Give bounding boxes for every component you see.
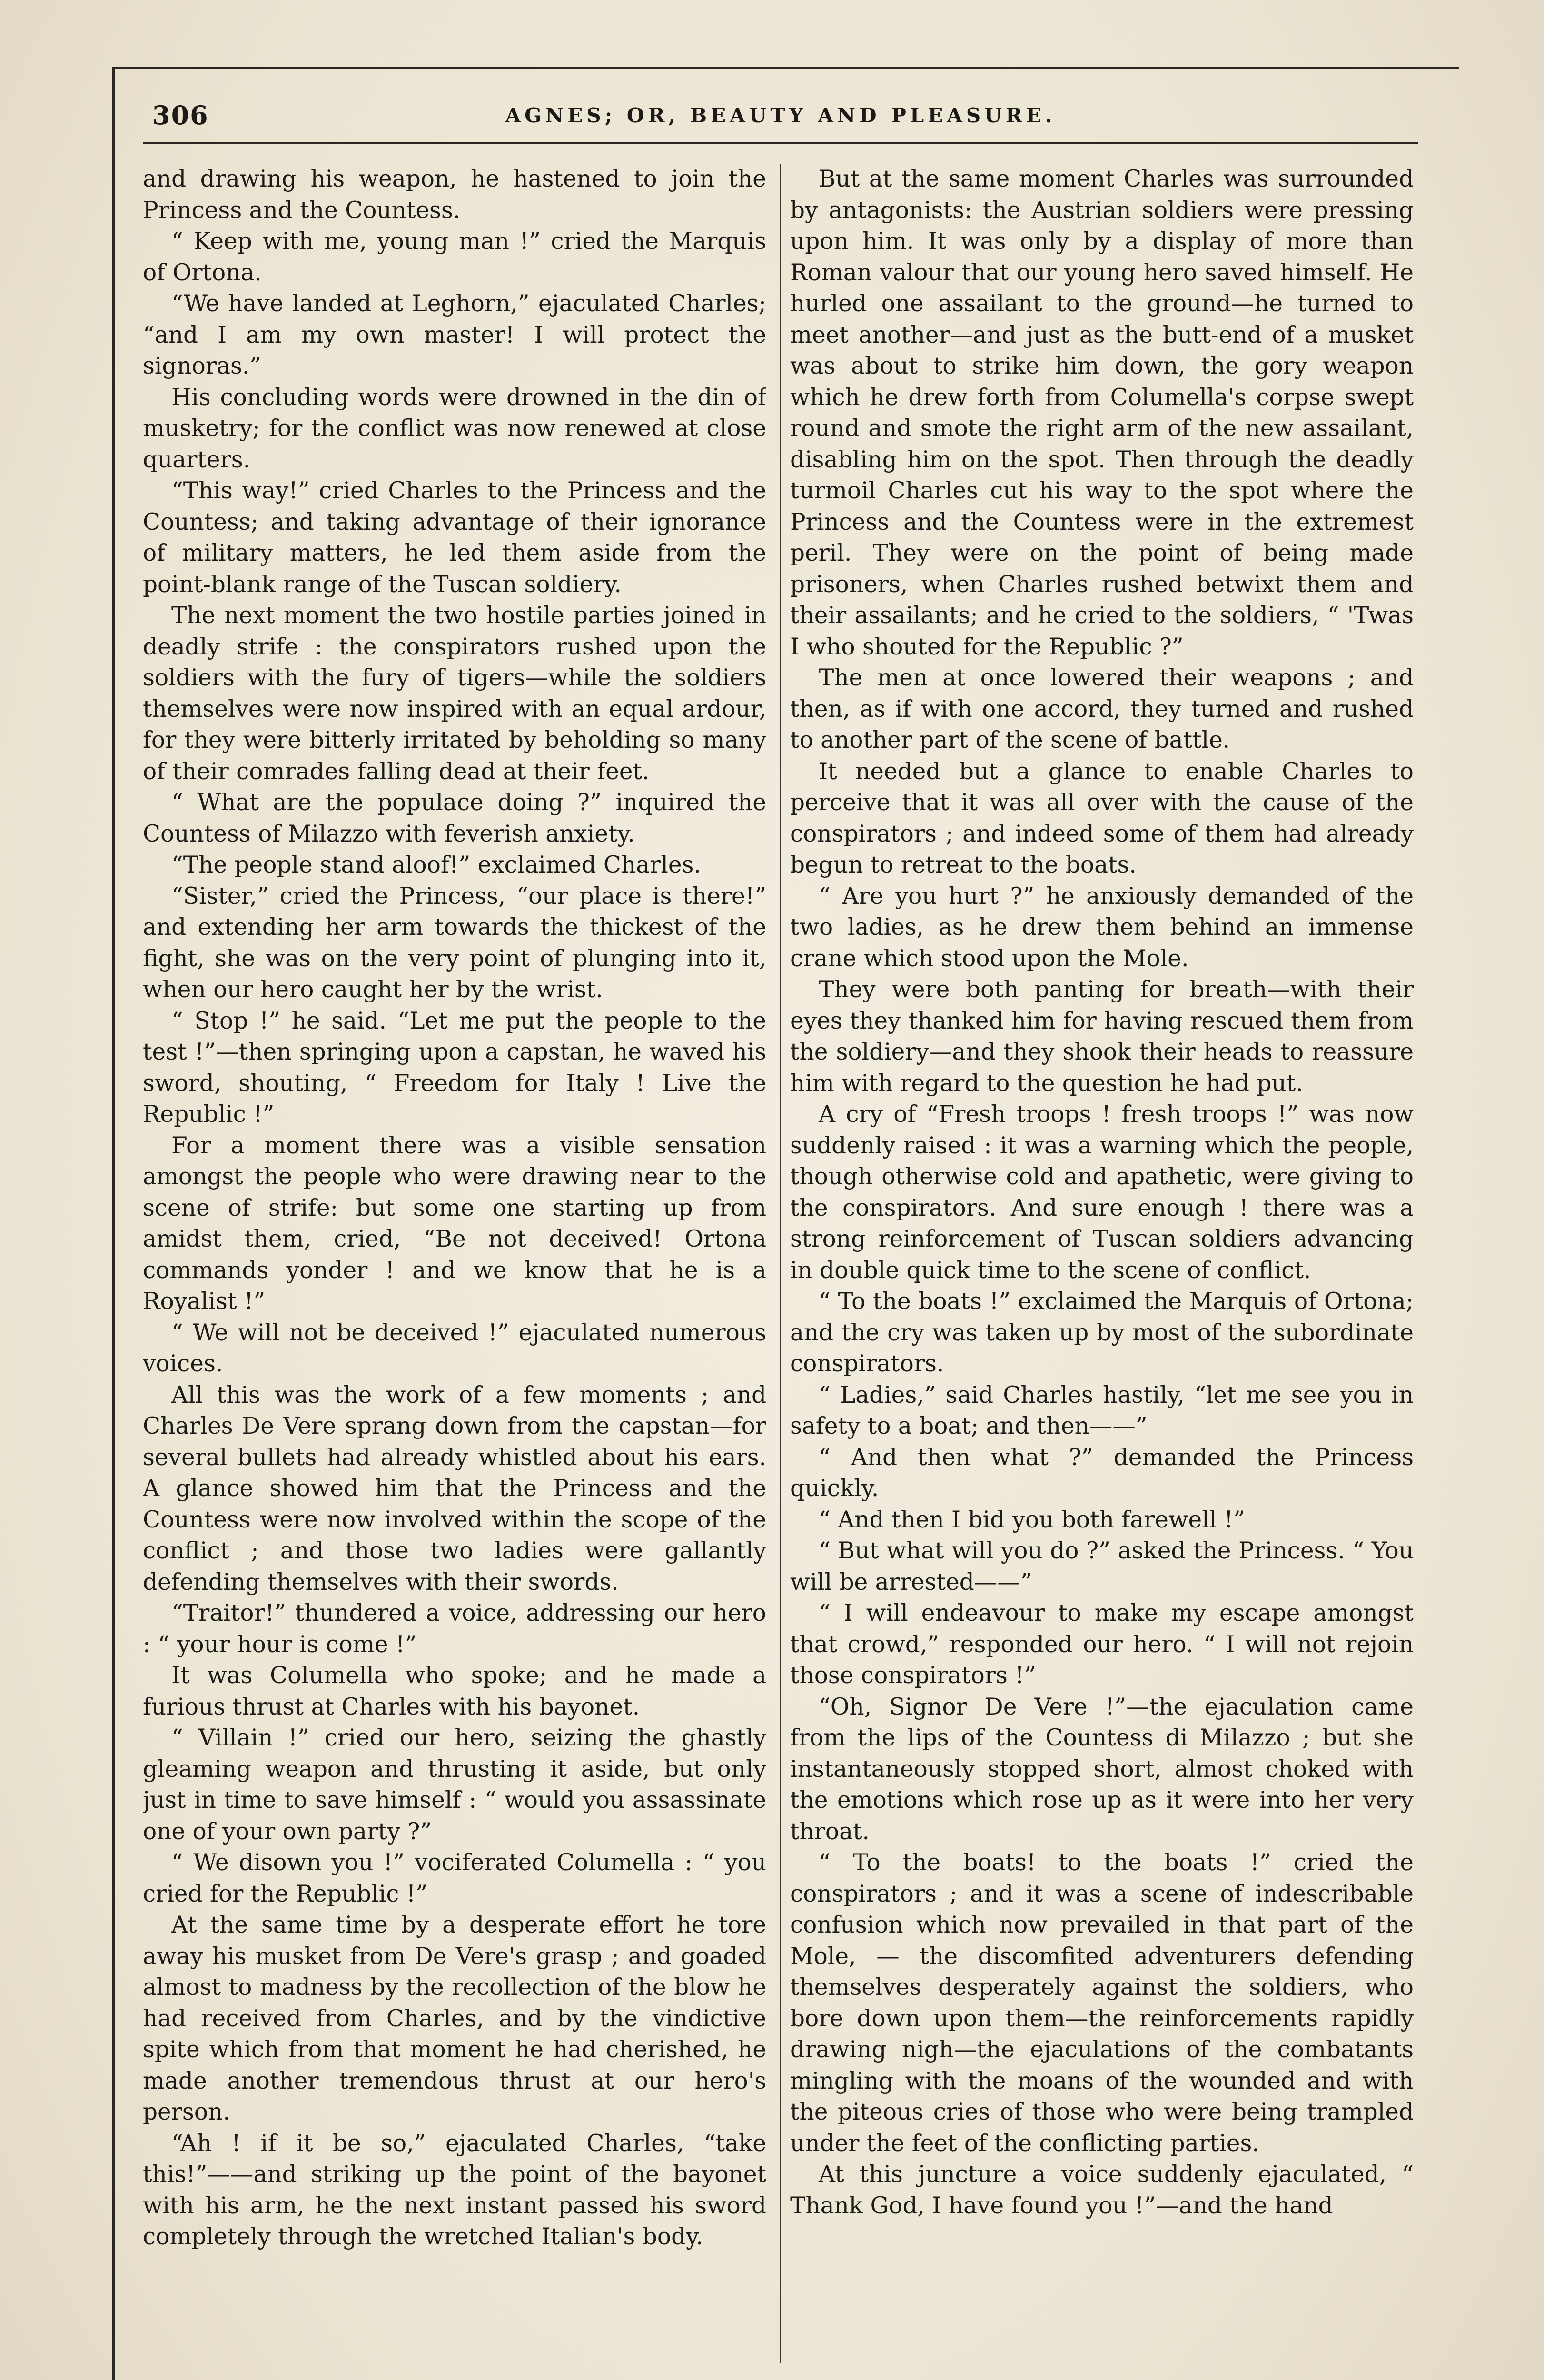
paragraph: “Oh, Signor De Vere !”—the ejaculation came from the lips of the Countess di Milazzo ; but she instantaneously stopped short, almost choked with the emotions which rose up as it were into her very throat. — [790, 1693, 1414, 1845]
running-title: AGNES; OR, BEAUTY AND PLEASURE. — [505, 104, 1056, 127]
paragraph: “ And then I bid you both farewell !” — [819, 1506, 1245, 1533]
left-column — [143, 164, 766, 2368]
paragraph: All this was the work of a few moments ; and Charles De Vere sprang down from the capstan—for several bullets had already whistled about his ears. A glance showed him that the Princess and the Countess were now involved within the scope of the conflict ; and those two ladies were gallantly defending themselves with their swords. — [143, 1381, 766, 1596]
paragraph: “The people stand aloof!” exclaimed Charles. — [171, 852, 701, 878]
paragraph: At this juncture a voice suddenly ejaculated, “ Thank God, I have found you !”—and the hand — [790, 2161, 1414, 2219]
paragraph: “ To the boats! to the boats !” cried the conspirators ; and it was a scene of indescribable confusion which now prevailed in that part of the Mole, — the discomfited adventurers defending themselves desperately against the soldiers, who bore down upon them—the reinforcements rapidly drawing nigh—the ejaculations of the combatants mingling with the moans of the wounded and with the piteous cries of those who were being trampled under the feet of the conflicting parties. — [790, 1849, 1414, 2157]
paragraph: The men at once lowered their weapons ; and then, as if with one accord, they turned and rushed to another part of the scene of battle. — [790, 664, 1414, 754]
paragraph: “ Stop !” he said. “Let me put the people to the test !”—then springing upon a capstan, he waved his sword, shouting, “ Freedom for Italy ! Live the Republic !” — [143, 1007, 766, 1128]
paragraph: “ To the boats !” exclaimed the Marquis of Ortona; and the cry was taken up by most of the subordinate conspirators. — [790, 1288, 1414, 1377]
paragraph: The next moment the two hostile parties joined in deadly strife : the conspirators rushed upon the soldiers with the fury of tigers—while the soldiers themselves were now inspired with an equal ardour, for they were bitterly irritated by beholding so many of their comrades falling dead at their feet. — [143, 602, 766, 785]
paragraph: “Traitor!” thundered a voice, addressing our hero : “ your hour is come !” — [143, 1600, 766, 1658]
right-column — [790, 164, 1414, 2368]
paragraph: But at the same moment Charles was surrounded by antagonists: the Austrian soldiers were pressing upon him. It was only by a display of more than Roman valour that our young hero saved himself. He hurled one assailant to the ground—he turned to meet another—and just as the butt-end of a musket was about to strike him down, the gory weapon which he drew forth from Columella's corpse swept round and smote the right arm of the new assailant, disabling him on the spot. Then through the deadly turmoil Charles cut his way to the spot where the Princess and the Countess were in the extremest peril. They were on the point of being made prisoners, when Charles rushed betwixt them and their assailants; and he cried to the soldiers, “ 'Twas I who shouted for the Republic ?” — [790, 166, 1414, 660]
paragraph: “ Ladies,” said Charles hastily, “let me see you in safety to a boat; and then——” — [790, 1381, 1414, 1439]
paragraph: It was Columella who spoke; and he made a furious thrust at Charles with his bayonet. — [143, 1662, 766, 1720]
paragraph: and drawing his weapon, he hastened to join the Princess and the Countess. — [143, 166, 766, 224]
paragraph: “ But what will you do ?” asked the Princess. “ You will be arrested——” — [790, 1537, 1414, 1596]
paragraph: A cry of “Fresh troops ! fresh troops !” was now suddenly raised : it was a warning which the people, though otherwise cold and apathetic, were giving to the conspirators. And sure enough ! there was a strong reinforcement of Tuscan soldiers advancing in double quick time to the scene of conflict. — [790, 1101, 1414, 1284]
paragraph: “We have landed at Leghorn,” ejaculated Charles; “and I am my own master! I will protect the signoras.” — [143, 290, 766, 379]
header-rule — [143, 142, 1418, 144]
paragraph: “Ah ! if it be so,” ejaculated Charles, “take this!”——and striking up the point of the bayonet with his arm, he the next instant passed his sword completely through the wretched Italian's body. — [143, 2130, 766, 2250]
column-divider — [780, 164, 781, 2363]
page-header — [143, 100, 1418, 138]
paragraph: “ Villain !” cried our hero, seizing the ghastly gleaming weapon and thrusting it aside, but only just in time to save himself : “ would you assassinate one of your own party ?” — [143, 1725, 766, 1845]
paragraph: “ What are the populace doing ?” inquired the Countess of Milazzo with feverish anxiety. — [143, 789, 766, 847]
paragraph: “ I will endeavour to make my escape amongst that crowd,” responded our hero. “ I will not rejoin those conspirators !” — [790, 1600, 1414, 1689]
paragraph: It needed but a glance to enable Charles to perceive that it was all over with the cause of the conspirators ; and indeed some of them had already begun to retreat to the boats. — [790, 758, 1414, 878]
paragraph: For a moment there was a visible sensation amongst the people who were drawing near to the scene of strife: but some one starting up from amidst them, cried, “Be not deceived! Ortona commands yonder ! and we know that he is a Royalist !” — [143, 1132, 766, 1315]
paragraph: At the same time by a desperate effort he tore away his musket from De Vere's grasp ; and goaded almost to madness by the recollection of the blow he had received from Charles, and by the vindictive spite which from that moment he had cherished, he made another tremendous thrust at our hero's person. — [143, 1912, 766, 2125]
paragraph: They were both panting for breath—with their eyes they thanked him for having rescued them from the soldiery—and they shook their heads to reassure him with regard to the question he had put. — [790, 976, 1414, 1097]
paragraph: “This way!” cried Charles to the Princess and the Countess; and taking advantage of their ignorance of military matters, he led them aside from the point-blank range of the Tuscan soldiery. — [143, 477, 766, 598]
paragraph: “ We disown you !” vociferated Columella : “ you cried for the Republic !” — [143, 1849, 766, 1907]
paragraph: “ Are you hurt ?” he anxiously demanded of the two ladies, as he drew them behind an immense crane which stood upon the Mole. — [790, 883, 1414, 972]
paragraph: His concluding words were drowned in the din of musketry; for the conflict was now renewed at close quarters. — [143, 384, 766, 473]
frame-left-rule — [112, 67, 115, 2380]
paragraph: “ And then what ?” demanded the Princess quickly. — [790, 1444, 1414, 1502]
paragraph: “Sister,” cried the Princess, “our place is there!” and extending her arm towards the thickest of the fight, she was on the very point of plunging into it, when our hero caught her by the wrist. — [143, 883, 766, 1003]
paragraph: “ Keep with me, young man !” cried the Marquis of Ortona. — [143, 228, 766, 286]
page-number: 306 — [152, 100, 209, 130]
frame-top-rule — [112, 67, 1459, 69]
paragraph: “ We will not be deceived !” ejaculated numerous voices. — [143, 1319, 766, 1377]
